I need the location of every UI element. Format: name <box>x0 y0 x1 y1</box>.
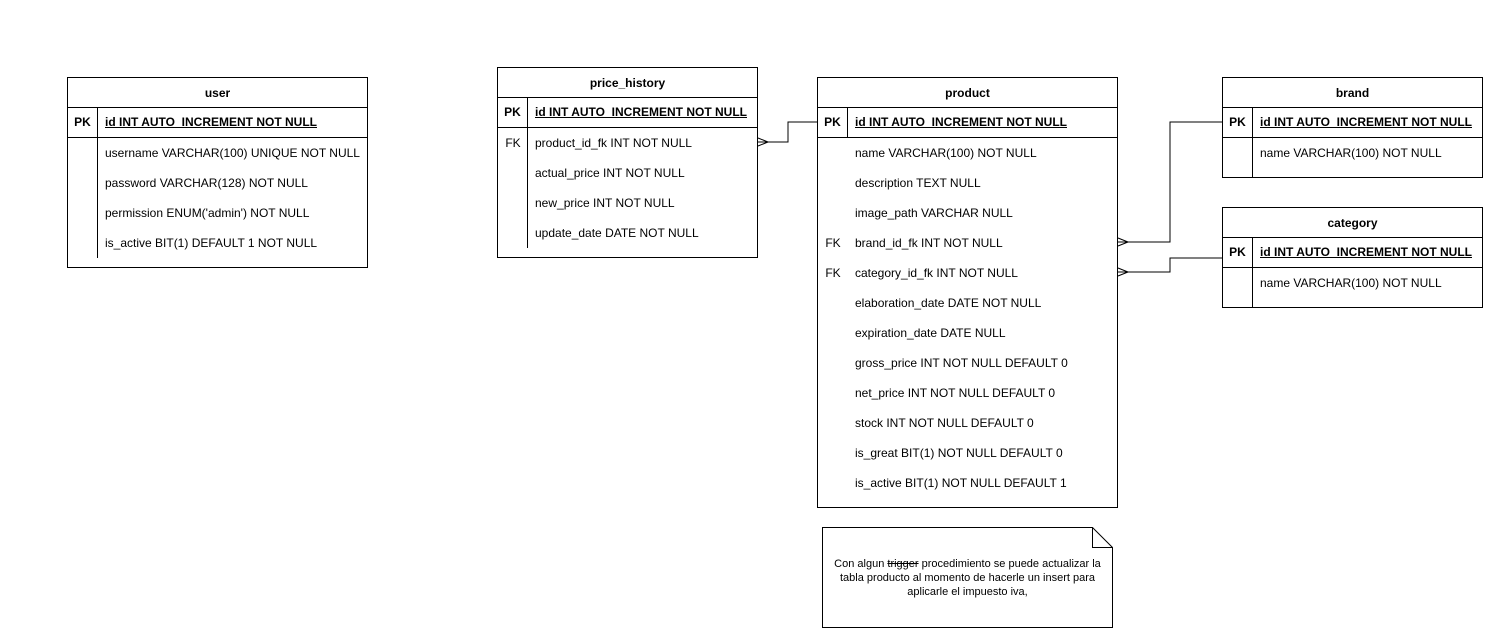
field-row[interactable] <box>818 198 1117 228</box>
entity-price-history[interactable] <box>497 67 758 258</box>
field-column: image_path VARCHAR NULL <box>855 206 1013 220</box>
field-key <box>68 198 98 228</box>
field-column: is_active BIT(1) NOT NULL DEFAULT 1 <box>855 476 1067 490</box>
field-row[interactable] <box>818 348 1117 378</box>
field-key <box>818 408 848 438</box>
entity-title: brand <box>1223 78 1482 108</box>
pk-column: id INT AUTO_INCREMENT NOT NULL <box>535 105 747 119</box>
field-row[interactable] <box>818 258 1117 288</box>
link-product-brand <box>1118 122 1223 242</box>
entity-brand[interactable] <box>1222 77 1483 178</box>
note-struck-word: trigger <box>887 557 919 570</box>
field-column: name VARCHAR(100) NOT NULL <box>1260 146 1442 160</box>
pk-row[interactable] <box>818 108 1117 138</box>
field-key <box>1223 268 1253 298</box>
field-key <box>818 318 848 348</box>
field-list <box>68 138 367 258</box>
field-column: expiration_date DATE NULL <box>855 326 1006 340</box>
pk-label: PK <box>818 108 848 137</box>
pk-row[interactable] <box>1223 238 1482 268</box>
field-key <box>818 378 848 408</box>
field-column: brand_id_fk INT NOT NULL <box>855 236 1003 250</box>
field-column: elaboration_date DATE NOT NULL <box>855 296 1042 310</box>
pk-column: id INT AUTO_INCREMENT NOT NULL <box>1260 245 1472 259</box>
pk-label: PK <box>498 98 528 127</box>
field-key <box>68 168 98 198</box>
field-row[interactable] <box>498 128 757 158</box>
field-column: name VARCHAR(100) NOT NULL <box>1260 276 1442 290</box>
field-column: gross_price INT NOT NULL DEFAULT 0 <box>855 356 1068 370</box>
field-key <box>498 218 528 248</box>
field-column: username VARCHAR(100) UNIQUE NOT NULL <box>105 146 360 160</box>
key-divider <box>97 138 98 258</box>
field-key <box>818 288 848 318</box>
field-key: FK <box>505 136 521 150</box>
field-list <box>1223 138 1482 177</box>
field-row[interactable] <box>498 158 757 188</box>
pk-label: PK <box>1223 238 1253 267</box>
note-text <box>822 527 1113 628</box>
key-divider <box>1252 138 1253 177</box>
pk-column: id INT AUTO_INCREMENT NOT NULL <box>105 115 317 129</box>
field-column: description TEXT NULL <box>855 176 981 190</box>
pk-row[interactable] <box>498 98 757 128</box>
field-row[interactable] <box>818 438 1117 468</box>
field-row[interactable] <box>498 218 757 248</box>
field-key <box>68 138 98 168</box>
field-row[interactable] <box>498 188 757 218</box>
field-key <box>818 198 848 228</box>
field-key <box>818 348 848 378</box>
field-row[interactable] <box>68 138 367 168</box>
field-row[interactable] <box>818 378 1117 408</box>
field-column: new_price INT NOT NULL <box>535 196 675 210</box>
pk-column: id INT AUTO_INCREMENT NOT NULL <box>1260 115 1472 129</box>
field-key <box>818 468 848 498</box>
field-key <box>498 158 528 188</box>
note[interactable] <box>822 527 1113 628</box>
field-key <box>818 138 848 168</box>
field-column: is_great BIT(1) NOT NULL DEFAULT 0 <box>855 446 1063 460</box>
entity-category[interactable] <box>1222 207 1483 308</box>
link-price-history-product <box>758 122 818 142</box>
pk-column: id INT AUTO_INCREMENT NOT NULL <box>855 115 1067 129</box>
field-column: product_id_fk INT NOT NULL <box>535 136 692 150</box>
field-key <box>818 438 848 468</box>
field-row[interactable] <box>1223 268 1482 298</box>
field-column: name VARCHAR(100) NOT NULL <box>855 146 1037 160</box>
field-key: FK <box>825 236 841 250</box>
field-row[interactable] <box>818 288 1117 318</box>
field-list <box>498 128 757 248</box>
field-column: net_price INT NOT NULL DEFAULT 0 <box>855 386 1056 400</box>
field-column: permission ENUM('admin') NOT NULL <box>105 206 310 220</box>
key-divider <box>527 128 528 248</box>
field-column: category_id_fk INT NOT NULL <box>855 266 1018 280</box>
field-key <box>68 228 98 258</box>
field-column: is_active BIT(1) DEFAULT 1 NOT NULL <box>105 236 318 250</box>
field-row[interactable] <box>68 228 367 258</box>
field-key <box>1223 138 1253 168</box>
link-product-category <box>1118 258 1223 272</box>
pk-row[interactable] <box>1223 108 1482 138</box>
field-row[interactable] <box>1223 138 1482 168</box>
field-row[interactable] <box>68 168 367 198</box>
entity-title: product <box>818 78 1117 108</box>
entity-user[interactable] <box>67 77 368 268</box>
field-row[interactable] <box>818 138 1117 168</box>
field-row[interactable] <box>68 198 367 228</box>
note-text-part2: procedimiento se puede actualizar la tabla producto al momento de hacerle un insert para aplicarle el impuesto iva, <box>840 557 1101 598</box>
field-list <box>1223 268 1482 307</box>
field-column: password VARCHAR(128) NOT NULL <box>105 176 308 190</box>
pk-row[interactable] <box>68 108 367 138</box>
field-list <box>818 138 1117 498</box>
entity-title: category <box>1223 208 1482 238</box>
field-column: actual_price INT NOT NULL <box>535 166 685 180</box>
field-row[interactable] <box>818 318 1117 348</box>
field-column: update_date DATE NOT NULL <box>535 226 699 240</box>
field-key <box>818 168 848 198</box>
field-key: FK <box>825 266 841 280</box>
field-row[interactable] <box>818 408 1117 438</box>
pk-label: PK <box>68 108 98 137</box>
field-row[interactable] <box>818 228 1117 258</box>
entity-product[interactable] <box>817 77 1118 508</box>
entity-title: price_history <box>498 68 757 98</box>
pk-label: PK <box>1223 108 1253 137</box>
field-row[interactable] <box>818 468 1117 498</box>
field-key <box>498 188 528 218</box>
entity-title: user <box>68 78 367 108</box>
field-row[interactable] <box>818 168 1117 198</box>
note-text-part1: Con algun <box>834 557 888 570</box>
key-divider <box>1252 268 1253 307</box>
field-column: stock INT NOT NULL DEFAULT 0 <box>855 416 1034 430</box>
